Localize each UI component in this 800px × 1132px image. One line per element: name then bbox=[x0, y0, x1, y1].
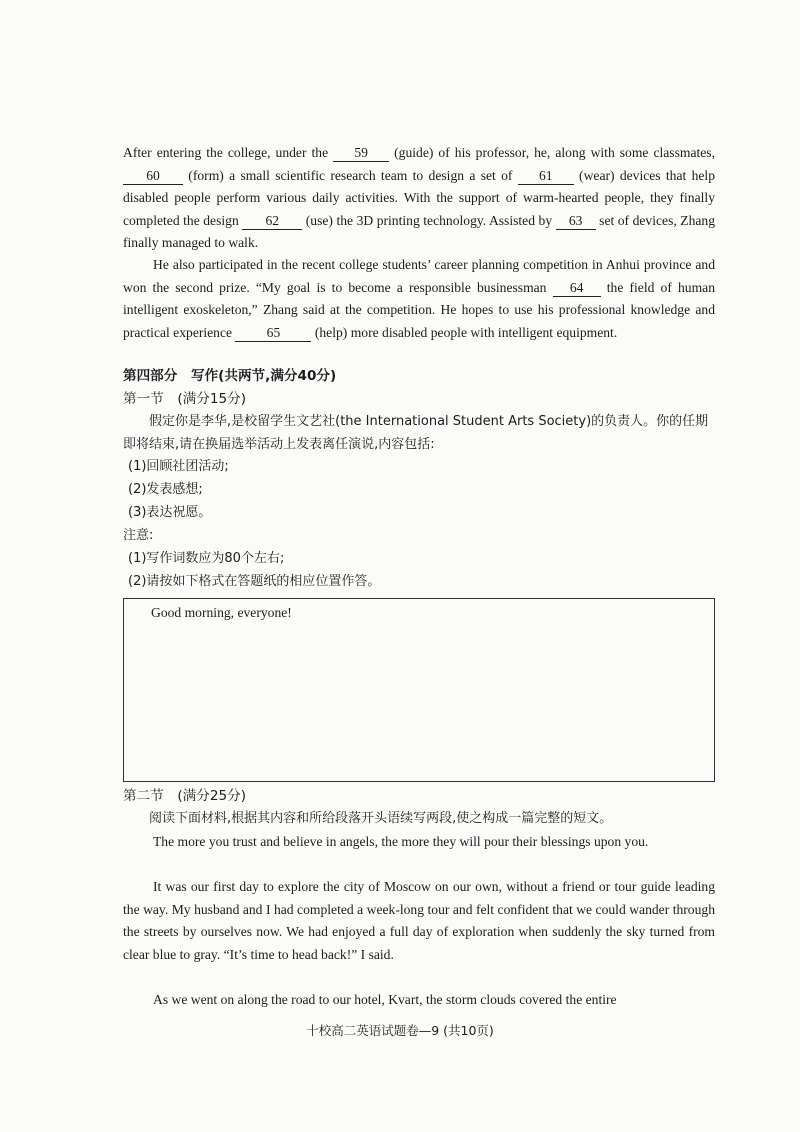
note-2: (2)请按如下格式在答题纸的相应位置作答。 bbox=[128, 574, 381, 589]
blank-64: 64 bbox=[553, 280, 601, 297]
content-item-1: (1)回顾社团活动; bbox=[128, 459, 229, 474]
blank-65: 65 bbox=[235, 325, 311, 342]
section1-heading: 第一节 (满分15分) bbox=[123, 391, 247, 407]
blank-62: 62 bbox=[242, 213, 302, 230]
page-footer: 十校高二英语试题卷—9 (共10页) bbox=[306, 1023, 494, 1038]
story-paragraph-2: It was our first day to explore the city of Moscow on our own, without a friend or tour guide leading the way. My husband and I had completed a week-long tour and felt confident that we could wander through the streets by ourselves now. We had enjoyed a full day of exploration when suddenly the sky turned from clear blue to gray. “It’s time to head back!” I said. bbox=[123, 879, 715, 962]
content-item-2: (2)发表感想; bbox=[128, 482, 203, 497]
content-item-3: (3)表达祝愿。 bbox=[128, 505, 212, 520]
passage-paragraph-1: After entering the college, under the 59 (guide) of his professor, he, along with some classmates, 60 (form) a small scientific research team to design a set of 61 (wear) devices that help disabled people perform various daily activities. With the support of warm-hearted people, they finally completed the design 62 (use) the 3D printing technology. Assisted by 63 set of devices, Zhang finally managed to walk. bbox=[123, 145, 716, 250]
blank-63: 63 bbox=[556, 213, 596, 230]
section2-heading: 第二节 (满分25分) bbox=[123, 788, 247, 804]
writing-prompt: 假定你是李华,是校留学生文艺社(the International Student Arts Society)的负责人。你的任期即将结束,请在换届选举活动上发表离任演说,内容包括: bbox=[123, 414, 709, 452]
blank-60: 60 bbox=[123, 168, 183, 185]
story-paragraph-3: As we went on along the road to our hotel, Kvart, the storm clouds covered the entire bbox=[153, 992, 617, 1007]
part4-heading: 第四部分 写作(共两节,满分40分) bbox=[123, 368, 337, 384]
note-label: 注意: bbox=[123, 528, 154, 543]
answer-box bbox=[123, 598, 715, 782]
note-1: (1)写作词数应为80个左右; bbox=[128, 551, 285, 566]
passage-paragraph-2: He also participated in the recent college students’ career planning competition in Anhui province and won the second prize. “My goal is to become a responsible businessman 64 the field of human intelligent exoskeleton,” Zhang said at the competition. He hopes to use his professional knowledge and practical experience 65 (help) more disabled people with intelligent equipment. bbox=[123, 257, 715, 340]
blank-59: 59 bbox=[333, 145, 389, 162]
section2-instruction: 阅读下面材料,根据其内容和所给段落开头语续写两段,使之构成一篇完整的短文。 bbox=[149, 811, 613, 826]
blank-61: 61 bbox=[518, 168, 574, 185]
box-greeting: Good morning, everyone! bbox=[151, 605, 292, 620]
story-paragraph-1: The more you trust and believe in angels, the more they will pour their blessings upon you. bbox=[153, 834, 649, 849]
